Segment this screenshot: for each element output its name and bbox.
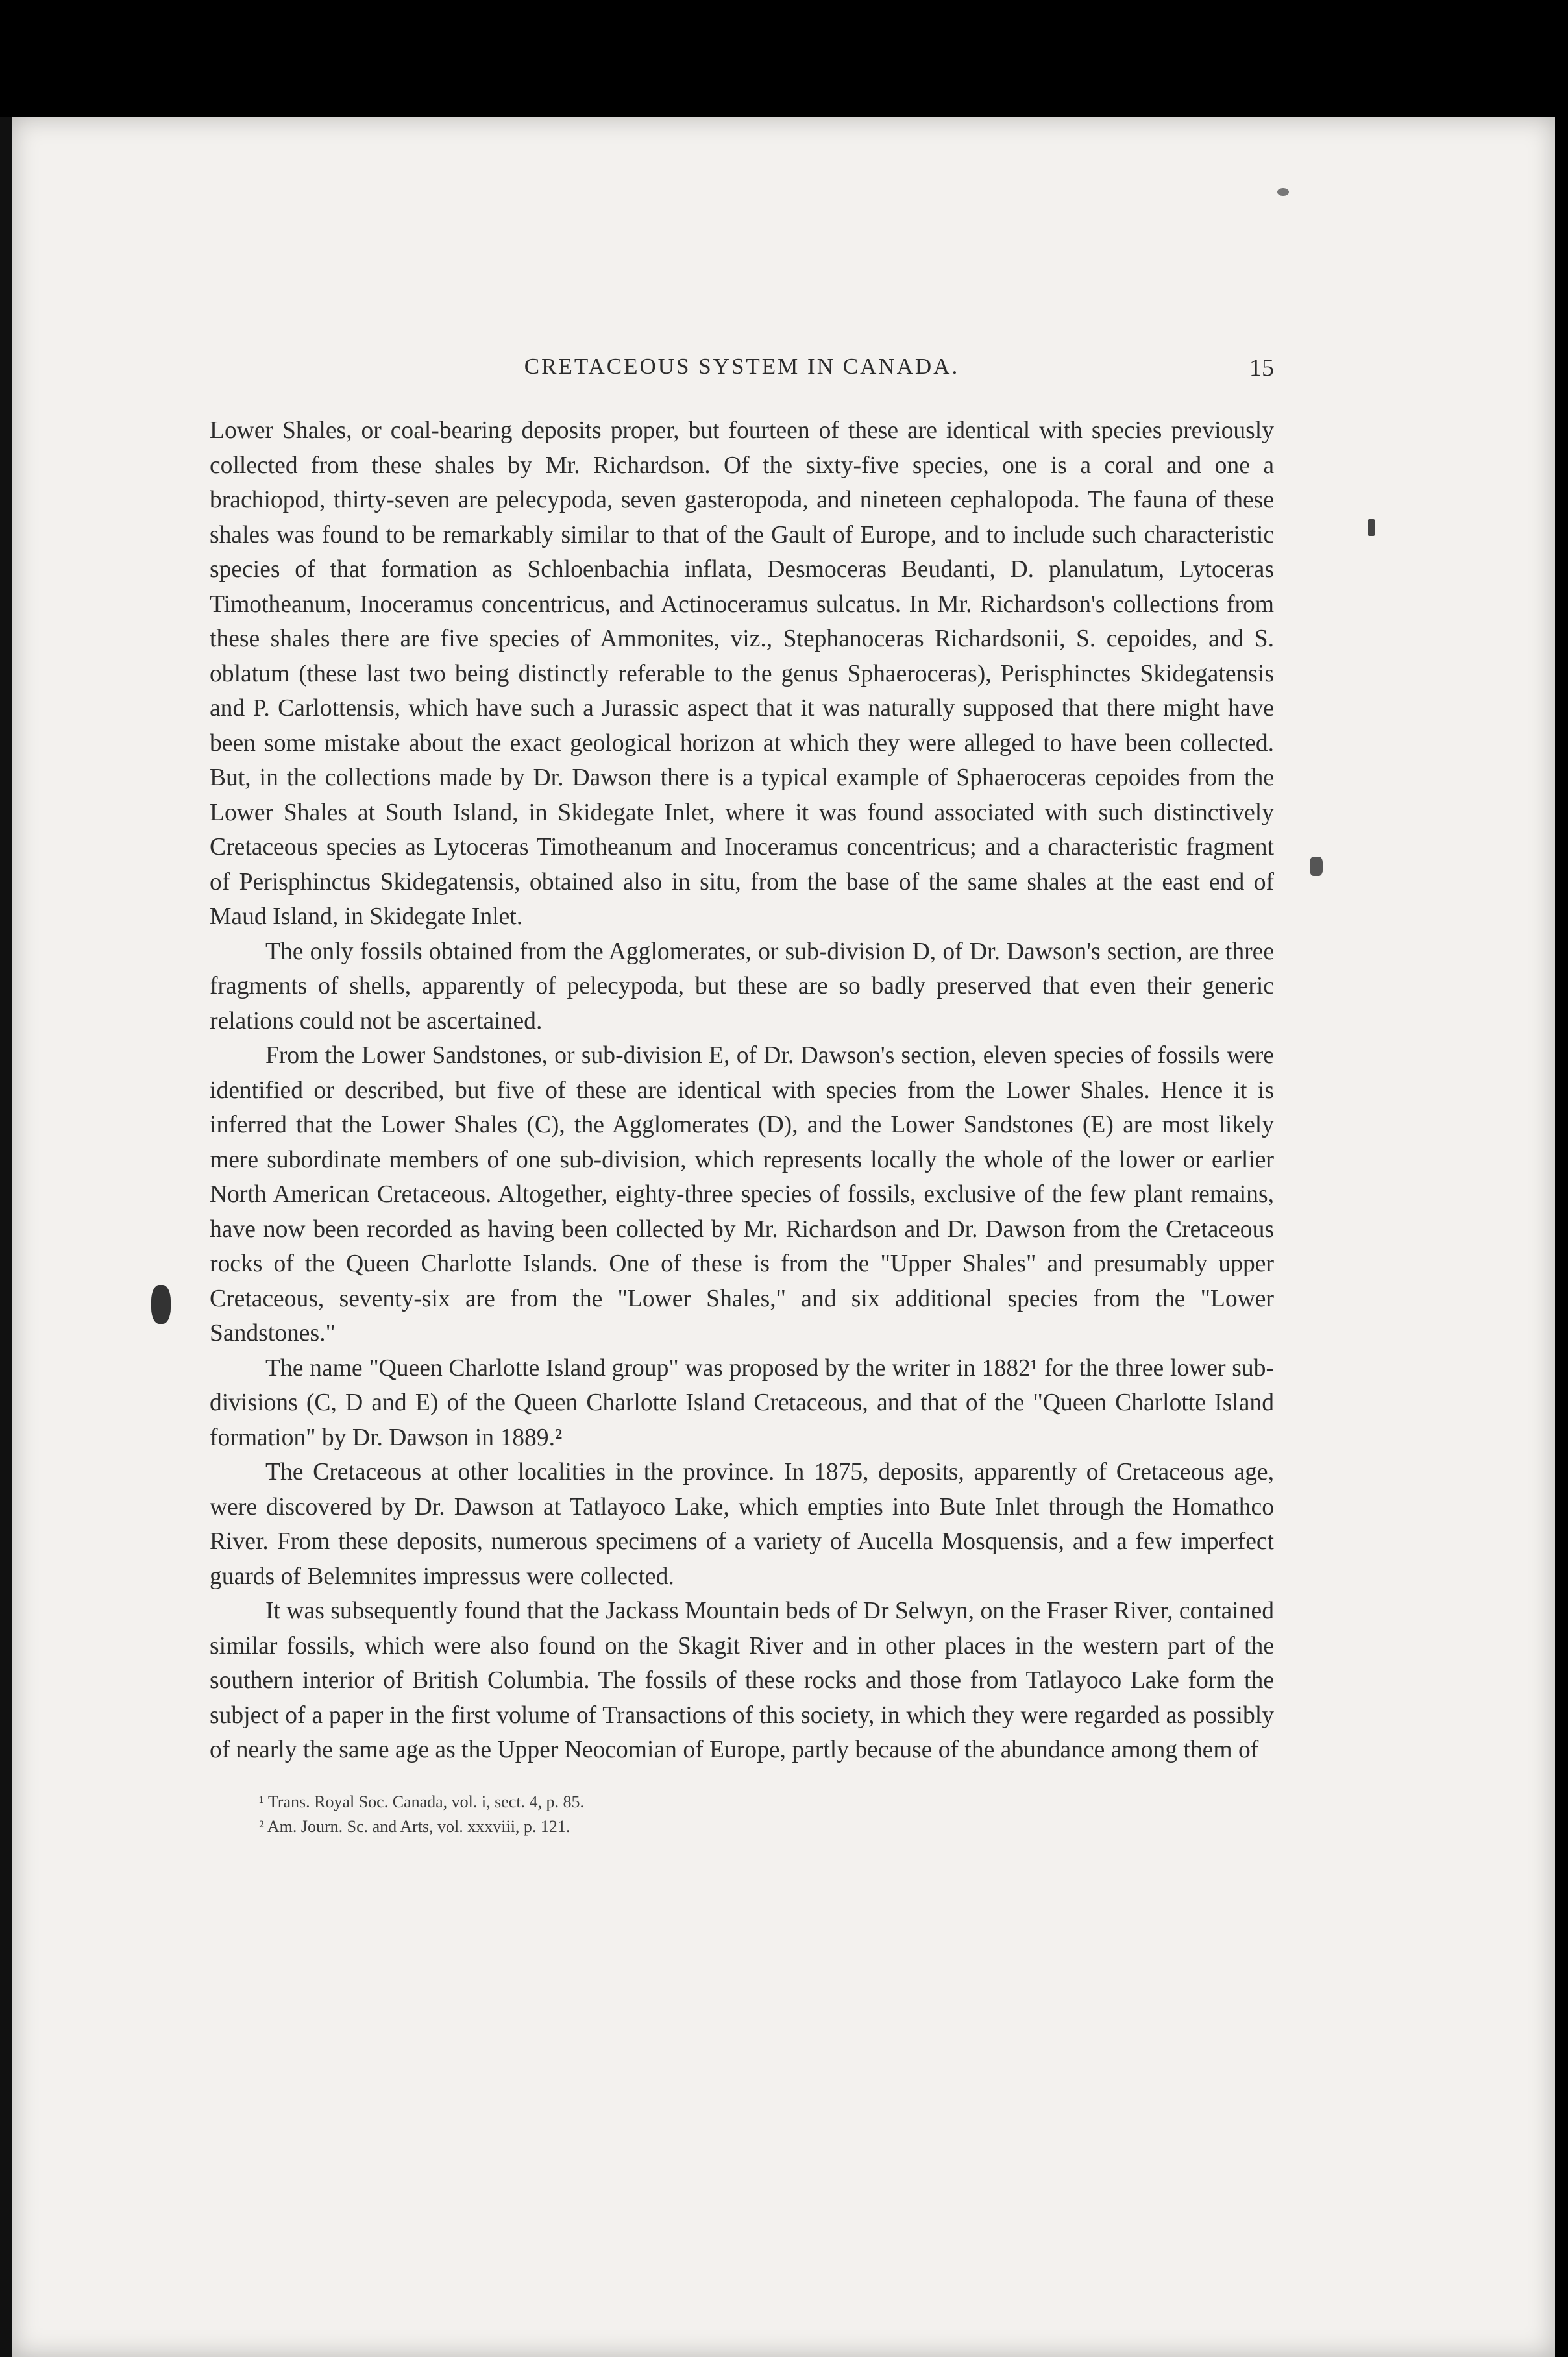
- paragraph: The Cretaceous at other localities in the province. In 1875, deposits, apparently of Cretaceous age, were discovered by Dr. Dawson at Tatlayoco Lake, which empties into Bute Inlet through the Homathco River. From these deposits, numerous specimens of a variety of Aucella Mosquensis, and a few imperfect guards of Belemnites impressus were collected.: [210, 1459, 1274, 1590]
- paragraph: The name "Queen Charlotte Island group" was proposed by the writer in 1882¹ for the three lower sub-divisions (C, D and E) of the Queen Charlotte Island Cretaceous, and that of the "Queen Charlotte Island formation" by Dr. Dawson in 1889.²: [210, 1354, 1274, 1451]
- scan-speck: [1368, 519, 1375, 536]
- paragraph: The only fossils obtained from the Agglomerates, or sub-division D, of Dr. Dawson's section, are three fragments of shells, apparently of pelecypoda, but these are so badly preserved that even their generic relations could not be ascertained.: [210, 938, 1274, 1034]
- scan-speck: [1310, 857, 1323, 876]
- scan-speck: [1277, 188, 1289, 196]
- scan-speck: [151, 1285, 171, 1324]
- body-text: [210, 413, 1274, 1768]
- scan-border: [0, 117, 12, 2357]
- page-number: 15: [1249, 354, 1274, 382]
- paragraph: Lower Shales, or coal-bearing deposits proper, but fourteen of these are identical with species previously collected from these shales by Mr. Richardson. Of the sixty-five species, one is a coral and one a brachiopod, thirty-seven are pelecypoda, seven gasteropoda, and nineteen cephalopoda. The fauna of these shales was found to be remarkably similar to that of the Gault of Europe, and to include such characteristic species of that formation as Schloenbachia inflata, Desmoceras Beudanti, D. planulatum, Lytoceras Timotheanum, Inoceramus concentricus, and Actinoceramus sulcatus. In Mr. Richardson's collections from these shales there are five species of Ammonites, viz., Stephanoceras Richardsonii, S. cepoides, and S. oblatum (these last two being distinctly referable to the genus Sphaeroceras), Perisphinctes Skidegatensis and P. Carlottensis, which have such a Jurassic aspect that it was naturally supposed that there might have been some mistake about the exact geological horizon at which they were alleged to have been collected. But, in the collections made by Dr. Dawson there is a typical example of Sphaeroceras cepoides from the Lower Shales at South Island, in Skidegate Inlet, where it was found associated with such distinctively Cretaceous species as Lytoceras Timotheanum and Inoceramus concentricus; and a characteristic fragment of Perisphinctus Skidegatensis, obtained also in situ, from the base of the same shales at the east end of Maud Island, in Skidegate Inlet.: [210, 417, 1274, 930]
- page-content: [210, 354, 1274, 1839]
- running-head: [210, 354, 1274, 393]
- footnote: ² Am. Journ. Sc. and Arts, vol. xxxviii, p. 121.: [259, 1816, 570, 1836]
- paragraph: From the Lower Sandstones, or sub-division E, of Dr. Dawson's section, eleven species of fossils were identified or described, but five of these are identical with species from the Lower Shales. Hence it is inferred that the Lower Shales (C), the Agglomerates (D), and the Lower Sandstones (E) are most likely mere subordinate members of one sub-division, which represents locally the whole of the lower or earlier North American Cretaceous. Altogether, eighty-three species of fossils, exclusive of the few plant remains, have now been recorded as having been collected by Mr. Richardson and Dr. Dawson from the Cretaceous rocks of the Queen Charlotte Islands. One of these is from the "Upper Shales" and presumably upper Cretaceous, seventy-six are from the "Lower Shales," and six additional species from the "Lower Sandstones.": [210, 1042, 1274, 1347]
- running-title: CRETACEOUS SYSTEM IN CANADA.: [524, 354, 960, 379]
- paragraph: It was subsequently found that the Jackass Mountain beds of Dr Selwyn, on the Fraser River, contained similar fossils, which were also found on the Skagit River and in other places in the western part of the southern interior of British Columbia. The fossils of these rocks and those from Tatlayoco Lake form the subject of a paper in the first volume of Transactions of this society, in which they were regarded as possibly of nearly the same age as the Upper Neocomian of Europe, partly because of the abundance among them of: [210, 1598, 1274, 1763]
- footnote: ¹ Trans. Royal Soc. Canada, vol. i, sect. 4, p. 85.: [259, 1792, 585, 1811]
- footnotes: [259, 1790, 1274, 1839]
